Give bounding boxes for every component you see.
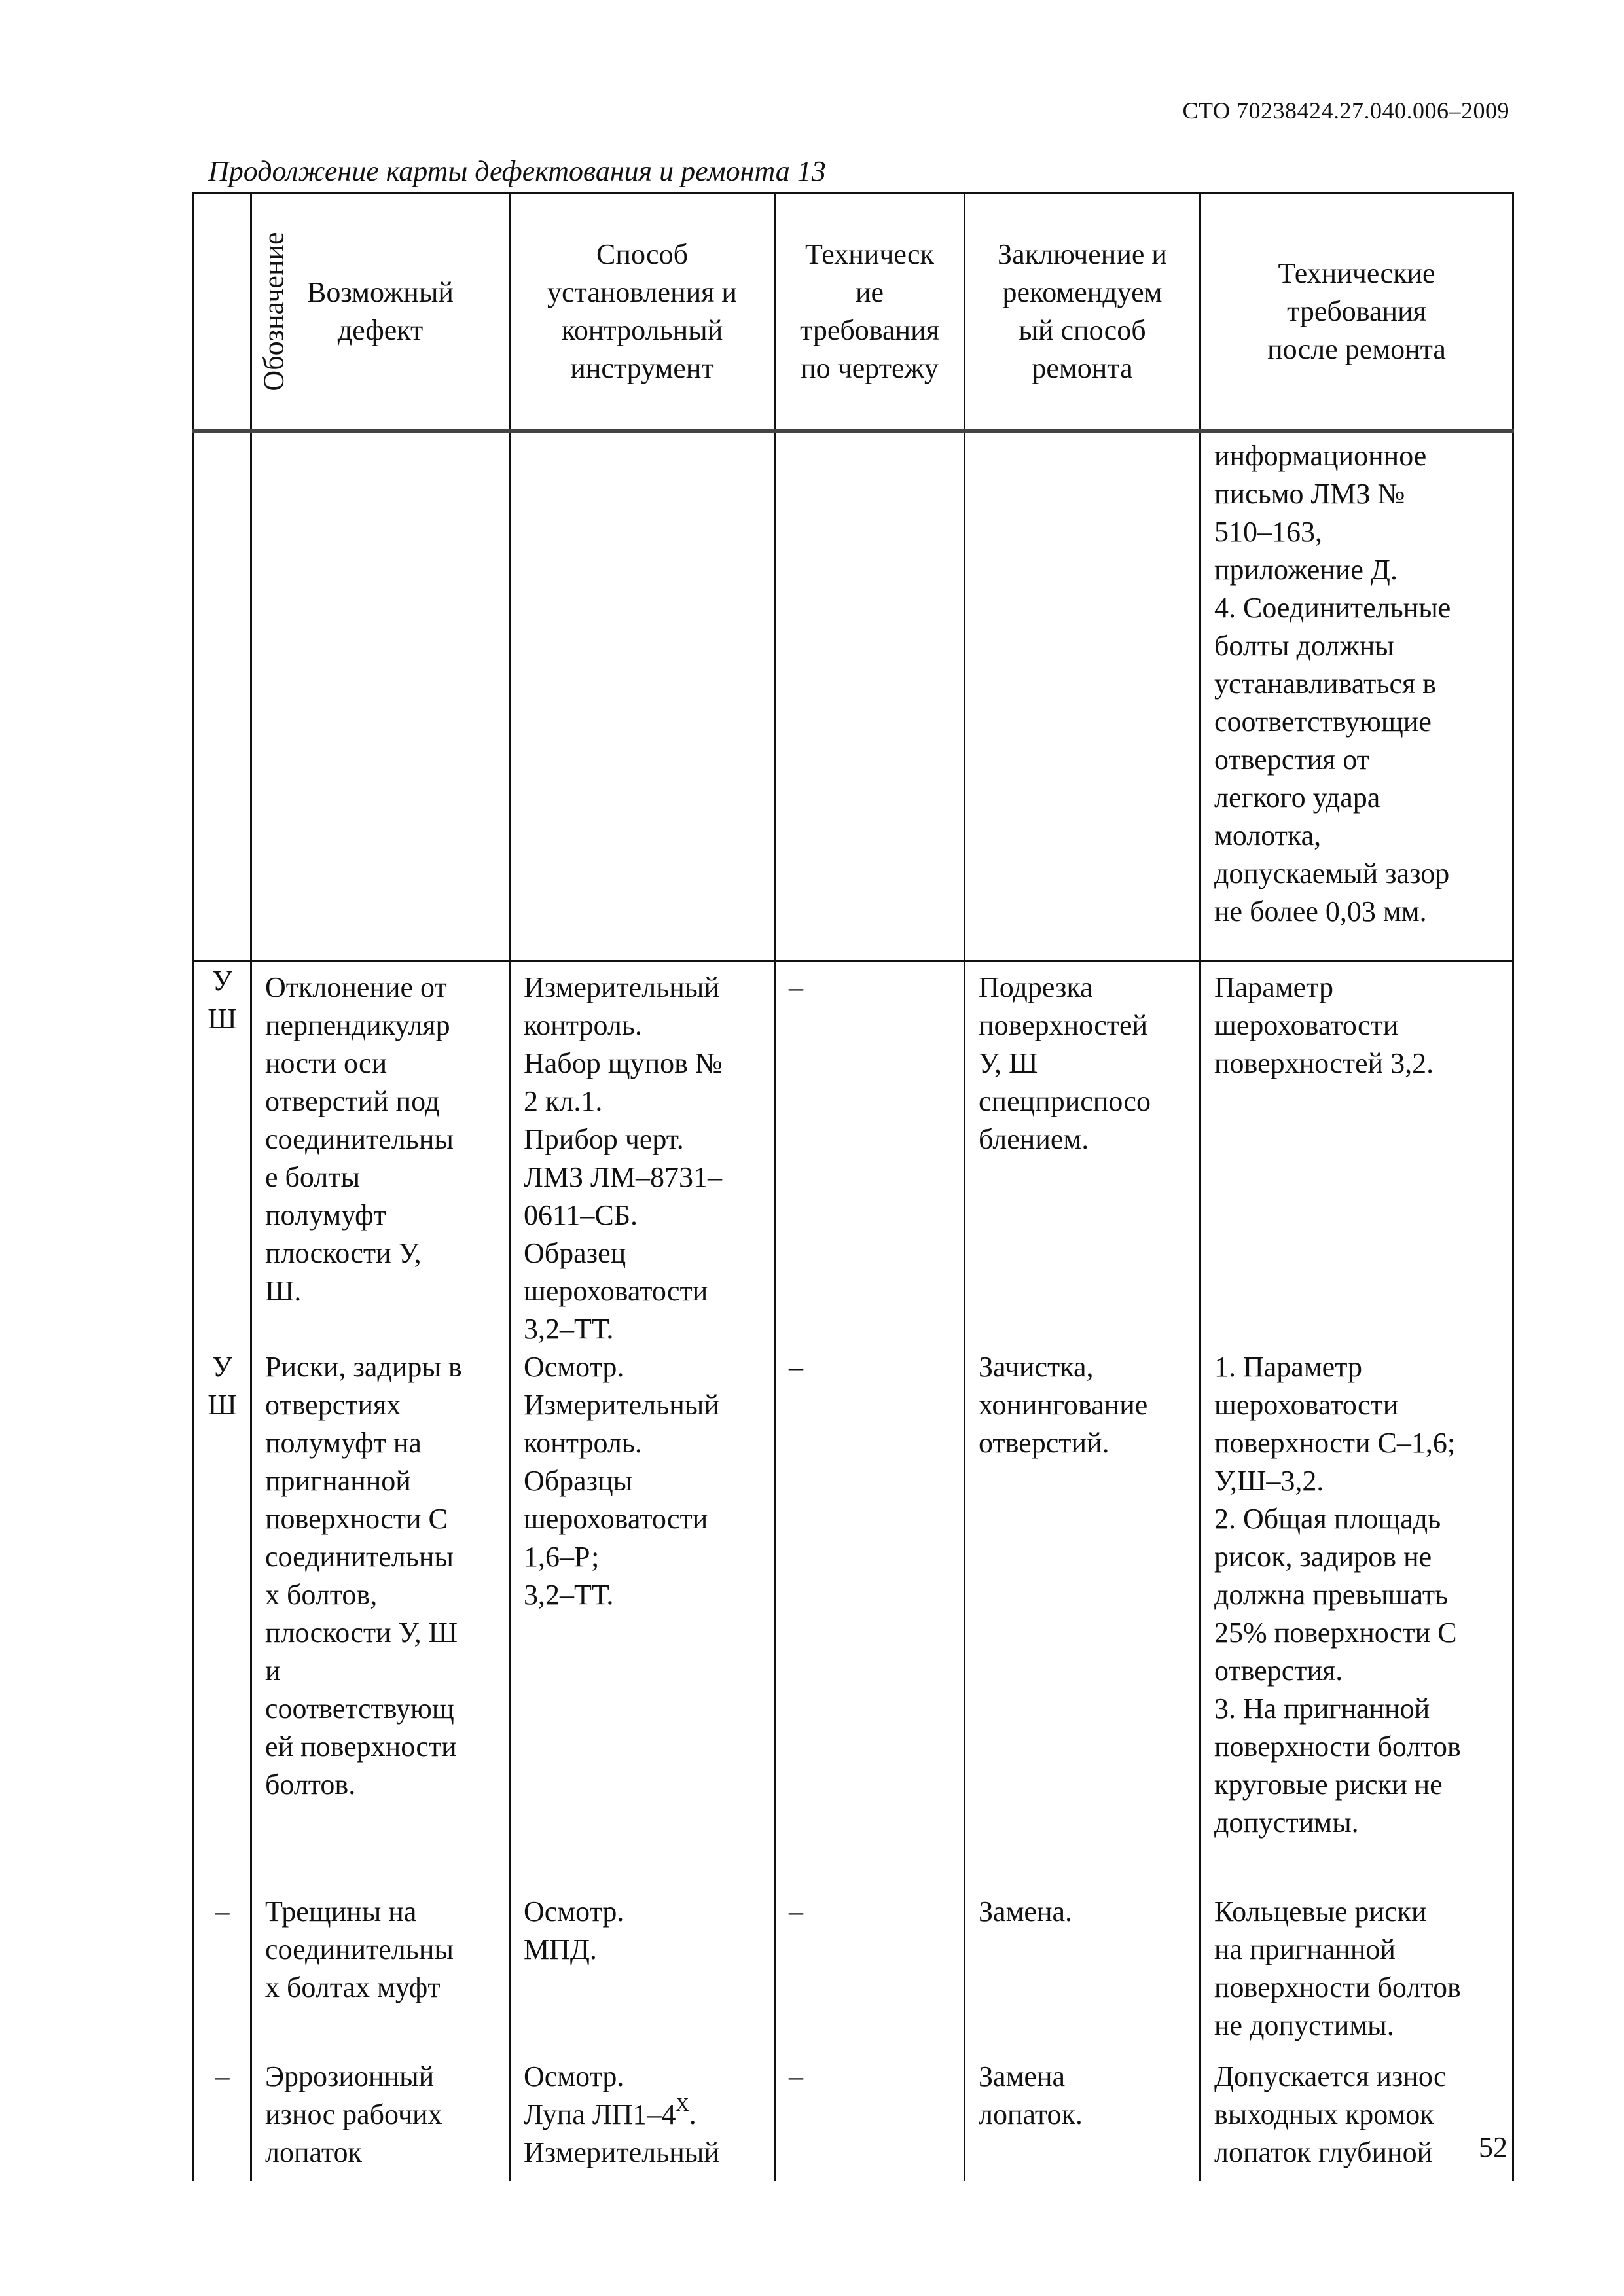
cell-method: Осмотр. Лупа $ЛП1-4^X$. Измерительный: [510, 2058, 775, 2181]
cell-designation: –: [194, 2058, 251, 2181]
cell-after-repair: 1. Параметр шероховатости поверхности С–1,6; У,Ш–3,2. 2. Общая площадь рисок, задиров не должна превышать 25% поверхности С отверстия. 3. На пригнанной поверхности болтов круговые риски не допустимы.: [1200, 1348, 1513, 1893]
cell-drawing-requirements: [775, 431, 965, 961]
cell-drawing-requirements: –: [775, 1348, 965, 1893]
table-caption: Продолжение карты дефектования и ремонта 13: [208, 155, 826, 187]
cell-designation: [194, 431, 251, 961]
column-header-drawing-requirements: Техническ ие требования по чертежу: [775, 193, 965, 431]
cell-after-repair: Кольцевые риски на пригнанной поверхности болтов не допустимы.: [1200, 1893, 1513, 2058]
table-header-row: [194, 193, 1513, 431]
cell-defect: Трещины на соединительны х болтах муфт: [251, 1893, 510, 2058]
cell-defect: [251, 431, 510, 961]
cell-designation: У Ш: [194, 961, 251, 1349]
table-row: [194, 431, 1513, 961]
column-header-defect: Возможный дефект: [251, 193, 510, 431]
column-header-after-repair: Технические требования после ремонта: [1200, 193, 1513, 431]
table-row: [194, 961, 1513, 1349]
cell-conclusion: Замена.: [965, 1893, 1200, 2058]
defect-repair-table: [192, 192, 1514, 2181]
cell-defect: Эррозионный износ рабочих лопаток: [251, 2058, 510, 2181]
document-code: СТО 70238424.27.040.006–2009: [1182, 98, 1509, 124]
cell-conclusion: Зачистка, хонингование отверстий.: [965, 1348, 1200, 1893]
column-header-designation: Обозначение: [194, 193, 251, 431]
superscript-x: X: [676, 2095, 689, 2115]
cell-drawing-requirements: –: [775, 1893, 965, 2058]
cell-method: [510, 431, 775, 961]
table-row: [194, 1348, 1513, 1893]
cell-conclusion: Замена лопаток.: [965, 2058, 1200, 2181]
cell-drawing-requirements: –: [775, 961, 965, 1349]
cell-drawing-requirements: –: [775, 2058, 965, 2181]
cell-after-repair: Допускается износ выходных кромок лопаток глубиной: [1200, 2058, 1513, 2181]
column-header-method: Способ установления и контрольный инструмент: [510, 193, 775, 431]
cell-conclusion: [965, 431, 1200, 961]
table-row: [194, 1893, 1513, 2058]
cell-after-repair: информационное письмо ЛМЗ № 510–163, приложение Д. 4. Соединительные болты должны устанавливаться в соответствующие отверстия от легкого удара молотка, допускаемый зазор не более 0,03 мм.: [1200, 431, 1513, 961]
cell-defect: Отклонение от перпендикуляр ности оси отверстий под соединительны е болты полумуфт плоскости У, Ш.: [251, 961, 510, 1349]
cell-designation: –: [194, 1893, 251, 2058]
column-header-conclusion: Заключение и рекомендуем ый способ ремонта: [965, 193, 1200, 431]
page-number: 52: [1479, 2131, 1507, 2163]
cell-defect: Риски, задиры в отверстиях полумуфт на пригнанной поверхности С соединительны х болтов, плоскости У, Ш и соответствующ ей поверхности болтов.: [251, 1348, 510, 1893]
cell-method: Осмотр. Измерительный контроль. Образцы шероховатости 1,6–Р; 3,2–ТТ.: [510, 1348, 775, 1893]
cell-method: Осмотр. МПД.: [510, 1893, 775, 2058]
cell-method: Измерительный контроль. Набор щупов № 2 кл.1. Прибор черт. ЛМЗ ЛМ–8731– 0611–СБ. Образец шероховатости 3,2–ТТ.: [510, 961, 775, 1349]
cell-conclusion: Подрезка поверхностей У, Ш спецприспосо блением.: [965, 961, 1200, 1349]
table-row: [194, 2058, 1513, 2181]
cell-designation: У Ш: [194, 1348, 251, 1893]
cell-after-repair: Параметр шероховатости поверхностей 3,2.: [1200, 961, 1513, 1349]
